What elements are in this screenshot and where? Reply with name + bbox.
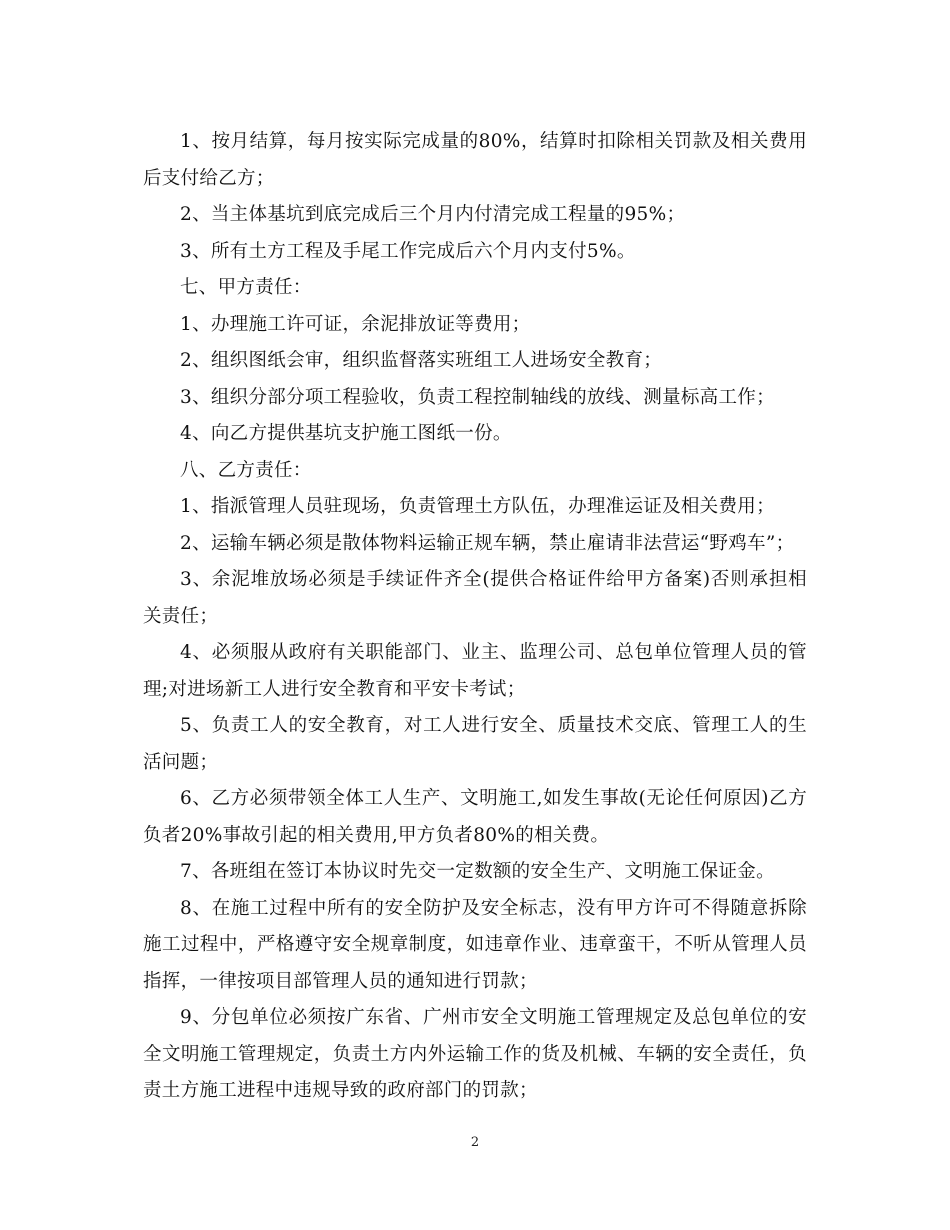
page-number: 2 bbox=[470, 1135, 480, 1150]
section-heading-party-b: 八、乙方责任： bbox=[180, 459, 312, 481]
section-heading-party-a: 七、甲方责任： bbox=[180, 277, 312, 298]
paragraph-party-a-3: 3、组织分部分项工程验收，负责工程控制轴线的放线、测量标高工作； bbox=[180, 386, 775, 408]
paragraph-party-a-1: 1、办理施工许可证，余泥排放证等费用； bbox=[180, 313, 531, 335]
paragraph-payment-3: 3、所有土方工程及手尾工作完成后六个月内支付5%。 bbox=[180, 240, 636, 262]
document-body bbox=[143, 124, 807, 1110]
paragraph-party-b-4: 4、必须服从政府有关职能部门、业主、监理公司、总包单位管理人员的管理;对进场新工人进行安全教育和平安卡考试； bbox=[143, 642, 807, 700]
paragraph-party-b-9: 9、分包单位必须按广东省、广州市安全文明施工管理规定及总包单位的安全文明施工管理规定，负责土方内外运输工作的货及机械、车辆的安全责任，负责土方施工进程中违规导致的政府部门的罚款； bbox=[143, 1007, 807, 1101]
paragraph-party-b-6: 6、乙方必须带领全体工人生产、文明施工,如发生事故(无论任何原因)乙方负者20%事故引起的相关费用,甲方负者80%的相关费。 bbox=[143, 788, 807, 846]
paragraph-payment-1: 1、按月结算，每月按实际完成量的80%，结算时扣除相关罚款及相关费用后支付给乙方； bbox=[143, 131, 807, 189]
paragraph-party-b-7: 7、各班组在签订本协议时先交一定数额的安全生产、文明施工保证金。 bbox=[180, 861, 775, 882]
paragraph-party-b-1: 1、指派管理人员驻现场，负责管理土方队伍，办理准运证及相关费用； bbox=[180, 496, 775, 517]
paragraph-party-b-8: 8、在施工过程中所有的安全防护及安全标志，没有甲方许可不得随意拆除施工过程中，严格遵守安全规章制度，如违章作业、违章蛮干，不听从管理人员指挥，一律按项目部管理人员的通知进行罚款； bbox=[143, 897, 807, 992]
paragraph-party-b-2: 2、运输车辆必须是散体物料运输正规车辆，禁止雇请非法营运“野鸡车”； bbox=[180, 532, 795, 554]
paragraph-party-a-4: 4、向乙方提供基坑支护施工图纸一份。 bbox=[180, 423, 512, 444]
paragraph-party-a-2: 2、组织图纸会审，组织监督落实班组工人进场安全教育； bbox=[180, 350, 663, 371]
paragraph-party-b-3: 3、余泥堆放场必须是手续证件齐全(提供合格证件给甲方备案)否则承担相关责任； bbox=[143, 569, 807, 627]
paragraph-party-b-5: 5、负责工人的安全教育，对工人进行安全、质量技术交底、管理工人的生活问题； bbox=[143, 715, 807, 773]
paragraph-payment-2: 2、当主体基坑到底完成后三个月内付清完成工程量的95%； bbox=[180, 204, 686, 225]
